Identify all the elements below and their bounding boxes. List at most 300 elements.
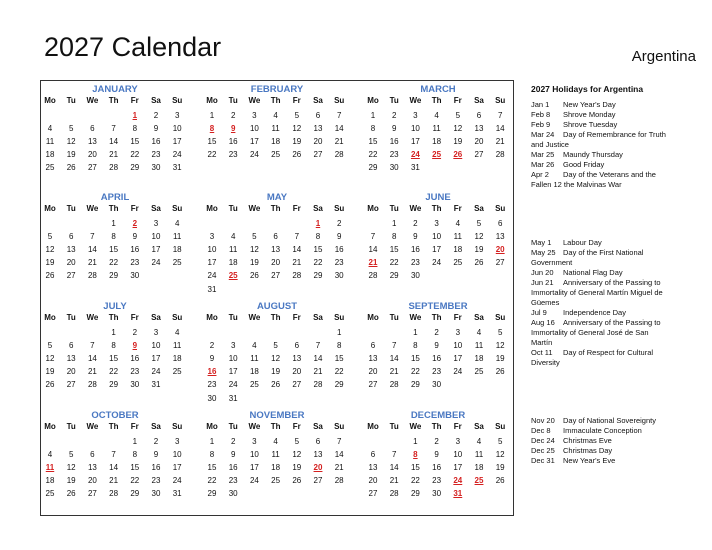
holiday-item bbox=[531, 416, 671, 426]
day-cell: 27 bbox=[87, 163, 97, 173]
day-cell: 4 bbox=[230, 232, 236, 242]
holiday-name: Christmas Eve bbox=[563, 436, 612, 445]
day-cell: 7 bbox=[315, 341, 321, 351]
month-name: JANUARY bbox=[92, 84, 138, 95]
weekday-header: We bbox=[409, 313, 422, 322]
day-cell: 16 bbox=[334, 245, 344, 255]
day-cell: 22 bbox=[109, 367, 119, 377]
day-cell: 27 bbox=[292, 380, 302, 390]
holiday-day-cell: 21 bbox=[368, 258, 378, 268]
month-name: OCTOBER bbox=[91, 410, 139, 421]
day-cell: 7 bbox=[370, 232, 376, 242]
weekday-header: Fr bbox=[130, 204, 139, 213]
day-cell: 29 bbox=[130, 489, 140, 499]
day-cell: 18 bbox=[45, 150, 55, 160]
holiday-day-cell: 16 bbox=[207, 367, 217, 377]
weekday-header: Th bbox=[270, 313, 281, 322]
day-cell: 11 bbox=[474, 341, 484, 351]
day-cell: 13 bbox=[66, 354, 76, 364]
day-cell: 22 bbox=[207, 150, 217, 160]
day-cell: 1 bbox=[132, 437, 138, 446]
day-cell: 14 bbox=[334, 124, 344, 134]
day-cell: 11 bbox=[250, 354, 259, 364]
day-cell: 18 bbox=[474, 463, 484, 473]
day-cell: 9 bbox=[230, 450, 236, 460]
weekday-header: We bbox=[248, 204, 261, 213]
day-cell: 5 bbox=[455, 111, 461, 120]
day-cell: 20 bbox=[66, 258, 76, 268]
holiday-date: Oct 11 bbox=[531, 348, 553, 357]
day-cell: 10 bbox=[410, 124, 420, 134]
day-cell: 26 bbox=[495, 367, 505, 377]
day-cell: 27 bbox=[368, 380, 378, 390]
day-cell: 18 bbox=[271, 463, 281, 473]
day-cell: 16 bbox=[228, 137, 238, 147]
weekday-header: Th bbox=[431, 422, 442, 431]
day-cell: 23 bbox=[432, 367, 442, 377]
day-cell: 24 bbox=[453, 367, 463, 377]
day-cell: 29 bbox=[109, 380, 119, 390]
holiday-day-cell: 31 bbox=[453, 489, 463, 499]
day-cell: 3 bbox=[252, 437, 257, 446]
holiday-name: Day of National Sovereignty bbox=[563, 416, 656, 425]
weekday-header: Mo bbox=[206, 96, 218, 105]
month-name: APRIL bbox=[100, 192, 130, 203]
day-cell: 15 bbox=[410, 354, 420, 364]
holiday-name: Anniversary of the Passing to Immortality of General José de San Martín bbox=[531, 318, 661, 347]
day-cell: 2 bbox=[434, 437, 439, 446]
holiday-item bbox=[531, 160, 671, 170]
day-cell: 20 bbox=[368, 367, 378, 377]
day-cell: 6 bbox=[90, 450, 95, 460]
day-cell: 25 bbox=[45, 489, 55, 499]
holiday-name: Maundy Thursday bbox=[563, 150, 623, 159]
day-cell: 27 bbox=[66, 380, 76, 390]
holiday-name: Good Friday bbox=[563, 160, 605, 169]
month-name: NOVEMBER bbox=[249, 410, 305, 421]
day-cell: 30 bbox=[151, 163, 161, 173]
day-cell: 21 bbox=[334, 137, 344, 147]
weekday-header: Su bbox=[334, 422, 345, 431]
day-cell: 15 bbox=[368, 137, 378, 147]
day-cell: 12 bbox=[474, 232, 484, 242]
day-cell: 28 bbox=[109, 163, 119, 173]
day-cell: 7 bbox=[90, 232, 95, 242]
day-cell: 5 bbox=[252, 232, 257, 242]
holiday-day-cell: 8 bbox=[413, 450, 418, 460]
day-cell: 27 bbox=[368, 489, 378, 499]
holiday-item bbox=[531, 318, 671, 348]
day-cell: 16 bbox=[130, 354, 140, 364]
day-cell: 9 bbox=[153, 450, 159, 460]
weekday-header: Th bbox=[108, 96, 119, 105]
day-cell: 24 bbox=[172, 150, 182, 160]
day-cell: 26 bbox=[249, 271, 259, 281]
day-cell: 8 bbox=[111, 232, 116, 242]
weekday-header: We bbox=[409, 204, 422, 213]
weekday-header: Fr bbox=[292, 313, 301, 322]
day-cell: 13 bbox=[87, 137, 97, 147]
day-cell: 19 bbox=[474, 245, 484, 255]
day-cell: 1 bbox=[391, 219, 397, 228]
holiday-item bbox=[531, 120, 671, 130]
day-cell: 9 bbox=[391, 124, 397, 134]
weekday-header: Sa bbox=[474, 422, 484, 431]
day-cell: 2 bbox=[132, 328, 138, 337]
day-cell: 2 bbox=[230, 437, 236, 446]
holiday-name: Labour Day bbox=[563, 238, 602, 247]
day-cell: 17 bbox=[453, 354, 463, 364]
day-cell: 10 bbox=[249, 450, 259, 460]
day-cell: 22 bbox=[389, 258, 399, 268]
weekday-header: Th bbox=[270, 422, 281, 431]
page-title: 2027 Calendar bbox=[44, 32, 222, 62]
month-name: FEBRUARY bbox=[250, 84, 304, 95]
day-cell: 20 bbox=[271, 258, 281, 268]
holiday-group bbox=[531, 238, 671, 368]
day-cell: 21 bbox=[389, 476, 399, 486]
weekday-header: Mo bbox=[44, 204, 56, 213]
weekday-header: We bbox=[248, 96, 261, 105]
holiday-date: Mar 24 bbox=[531, 130, 555, 139]
holiday-item bbox=[531, 426, 671, 436]
day-cell: 1 bbox=[209, 437, 215, 446]
day-cell: 26 bbox=[495, 476, 505, 486]
weekday-header: We bbox=[86, 204, 99, 213]
weekday-header: Su bbox=[495, 422, 506, 431]
day-cell: 18 bbox=[228, 258, 238, 268]
day-cell: 1 bbox=[111, 328, 116, 337]
holiday-date: Feb 9 bbox=[531, 120, 551, 129]
day-cell: 22 bbox=[313, 258, 323, 268]
day-cell: 19 bbox=[292, 137, 302, 147]
day-cell: 1 bbox=[336, 328, 342, 337]
day-cell: 29 bbox=[410, 489, 420, 499]
weekday-header: Th bbox=[431, 96, 442, 105]
day-cell: 24 bbox=[228, 380, 238, 390]
weekday-header: Fr bbox=[453, 313, 462, 322]
weekday-header: Mo bbox=[206, 204, 218, 213]
day-cell: 24 bbox=[151, 258, 161, 268]
day-cell: 28 bbox=[334, 150, 344, 160]
weekday-header: Sa bbox=[474, 313, 484, 322]
day-cell: 3 bbox=[153, 328, 159, 337]
day-cell: 24 bbox=[249, 150, 259, 160]
holiday-item bbox=[531, 308, 671, 318]
day-cell: 8 bbox=[370, 124, 376, 134]
day-cell: 11 bbox=[173, 341, 182, 351]
holiday-item bbox=[531, 248, 671, 268]
day-cell: 19 bbox=[292, 463, 302, 473]
weekday-header: Tu bbox=[389, 313, 399, 322]
day-cell: 19 bbox=[271, 367, 281, 377]
day-cell: 18 bbox=[474, 354, 484, 364]
day-cell: 13 bbox=[271, 245, 281, 255]
day-cell: 29 bbox=[334, 380, 344, 390]
day-cell: 22 bbox=[410, 476, 420, 486]
day-cell: 21 bbox=[87, 258, 97, 268]
day-cell: 8 bbox=[132, 124, 138, 134]
day-cell: 31 bbox=[151, 380, 161, 390]
day-cell: 4 bbox=[455, 219, 461, 228]
day-cell: 23 bbox=[410, 258, 420, 268]
day-cell: 14 bbox=[87, 245, 97, 255]
holiday-item bbox=[531, 268, 671, 278]
day-cell: 28 bbox=[389, 380, 399, 390]
weekday-header: Sa bbox=[151, 422, 161, 431]
weekday-header: We bbox=[248, 313, 261, 322]
holiday-date: Jun 20 bbox=[531, 268, 554, 277]
day-cell: 2 bbox=[230, 111, 236, 120]
holiday-date: Mar 26 bbox=[531, 160, 555, 169]
holiday-date: Dec 25 bbox=[531, 446, 555, 455]
day-cell: 14 bbox=[313, 354, 323, 364]
day-cell: 23 bbox=[389, 150, 399, 160]
weekday-header: Tu bbox=[228, 204, 238, 213]
holiday-item bbox=[531, 446, 671, 456]
day-cell: 11 bbox=[453, 232, 462, 242]
holiday-day-cell: 25 bbox=[432, 150, 442, 160]
day-cell: 10 bbox=[151, 341, 161, 351]
day-cell: 30 bbox=[207, 393, 217, 403]
holiday-item bbox=[531, 100, 671, 110]
weekday-header: We bbox=[86, 96, 99, 105]
day-cell: 2 bbox=[413, 219, 418, 228]
weekday-header: Fr bbox=[292, 204, 301, 213]
day-cell: 1 bbox=[413, 328, 418, 337]
day-cell: 12 bbox=[45, 354, 55, 364]
day-cell: 10 bbox=[453, 341, 463, 351]
day-cell: 7 bbox=[497, 111, 503, 120]
weekday-header: Th bbox=[108, 313, 119, 322]
day-cell: 12 bbox=[495, 450, 505, 460]
holiday-day-cell: 2 bbox=[132, 219, 138, 228]
day-cell: 26 bbox=[474, 258, 484, 268]
holiday-name: New Year's Eve bbox=[563, 456, 616, 465]
day-cell: 5 bbox=[497, 437, 503, 446]
day-cell: 1 bbox=[370, 111, 376, 120]
day-cell: 26 bbox=[66, 163, 76, 173]
day-cell: 11 bbox=[432, 124, 441, 134]
day-cell: 3 bbox=[413, 111, 418, 120]
day-cell: 17 bbox=[453, 463, 463, 473]
day-cell: 21 bbox=[292, 258, 302, 268]
day-cell: 7 bbox=[391, 341, 397, 351]
day-cell: 25 bbox=[271, 476, 281, 486]
weekday-header: Tu bbox=[389, 422, 399, 431]
day-cell: 14 bbox=[495, 124, 505, 134]
month-name: SEPTEMBER bbox=[408, 301, 468, 312]
day-cell: 19 bbox=[495, 463, 505, 473]
day-cell: 17 bbox=[432, 245, 442, 255]
weekday-header: Su bbox=[334, 96, 345, 105]
day-cell: 31 bbox=[410, 163, 420, 173]
holiday-date: May 25 bbox=[531, 248, 556, 257]
day-cell: 21 bbox=[109, 476, 119, 486]
day-cell: 12 bbox=[453, 124, 463, 134]
weekday-header: Fr bbox=[453, 422, 462, 431]
day-cell: 12 bbox=[66, 137, 76, 147]
country-label: Argentina bbox=[631, 48, 696, 65]
day-cell: 5 bbox=[68, 450, 74, 460]
day-cell: 17 bbox=[249, 137, 259, 147]
day-cell: 27 bbox=[495, 258, 505, 268]
weekday-header: Fr bbox=[453, 204, 462, 213]
day-cell: 3 bbox=[174, 437, 180, 446]
weekday-header: Sa bbox=[151, 313, 161, 322]
day-cell: 3 bbox=[252, 111, 257, 120]
day-cell: 2 bbox=[434, 328, 439, 337]
day-cell: 4 bbox=[47, 450, 53, 460]
holiday-day-cell: 24 bbox=[410, 150, 420, 160]
day-cell: 30 bbox=[130, 380, 140, 390]
weekday-header: Su bbox=[172, 313, 183, 322]
holiday-name: Shrove Tuesday bbox=[563, 120, 618, 129]
weekday-header: Su bbox=[495, 313, 506, 322]
day-cell: 9 bbox=[434, 341, 439, 351]
day-cell: 11 bbox=[173, 232, 182, 242]
holiday-name: Day of the First National Government bbox=[531, 248, 644, 267]
weekday-header: Th bbox=[431, 204, 442, 213]
day-cell: 17 bbox=[410, 137, 420, 147]
day-cell: 23 bbox=[130, 367, 140, 377]
day-cell: 7 bbox=[111, 450, 116, 460]
holiday-group bbox=[531, 416, 671, 466]
day-cell: 31 bbox=[172, 489, 182, 499]
day-cell: 20 bbox=[292, 367, 302, 377]
day-cell: 1 bbox=[413, 437, 418, 446]
day-cell: 1 bbox=[209, 111, 215, 120]
day-cell: 27 bbox=[271, 271, 281, 281]
day-cell: 19 bbox=[45, 367, 55, 377]
day-cell: 18 bbox=[249, 367, 259, 377]
day-cell: 4 bbox=[273, 111, 278, 120]
day-cell: 10 bbox=[207, 245, 217, 255]
day-cell: 24 bbox=[151, 367, 161, 377]
weekday-header: Su bbox=[172, 96, 183, 105]
day-cell: 15 bbox=[410, 463, 420, 473]
weekday-header: Th bbox=[108, 422, 119, 431]
holiday-item bbox=[531, 436, 671, 446]
day-cell: 28 bbox=[368, 271, 378, 281]
day-cell: 20 bbox=[66, 367, 76, 377]
day-cell: 1 bbox=[111, 219, 116, 228]
day-cell: 6 bbox=[273, 232, 278, 242]
month-name: MAY bbox=[266, 192, 288, 203]
day-cell: 2 bbox=[153, 111, 159, 120]
day-cell: 25 bbox=[453, 258, 463, 268]
day-cell: 25 bbox=[474, 367, 484, 377]
day-cell: 5 bbox=[68, 124, 74, 134]
day-cell: 26 bbox=[45, 380, 55, 390]
weekday-header: Fr bbox=[130, 313, 139, 322]
weekday-header: Fr bbox=[453, 96, 462, 105]
day-cell: 2 bbox=[209, 341, 215, 351]
day-cell: 24 bbox=[432, 258, 442, 268]
day-cell: 26 bbox=[271, 380, 281, 390]
holiday-day-cell: 25 bbox=[228, 271, 238, 281]
holiday-day-cell: 26 bbox=[453, 150, 463, 160]
day-cell: 19 bbox=[45, 258, 55, 268]
holiday-name: Day of the Veterans and the Fallen 12 the Malvinas War bbox=[531, 170, 656, 189]
day-cell: 30 bbox=[130, 271, 140, 281]
weekday-header: Mo bbox=[44, 313, 56, 322]
day-cell: 21 bbox=[389, 367, 399, 377]
day-cell: 8 bbox=[315, 232, 321, 242]
day-cell: 12 bbox=[495, 341, 505, 351]
day-cell: 29 bbox=[109, 271, 119, 281]
holiday-name: Shrove Monday bbox=[563, 110, 616, 119]
day-cell: 12 bbox=[45, 245, 55, 255]
day-cell: 3 bbox=[434, 219, 439, 228]
day-cell: 20 bbox=[313, 137, 323, 147]
holiday-item bbox=[531, 110, 671, 120]
holiday-day-cell: 20 bbox=[313, 463, 323, 473]
holiday-date: Jan 1 bbox=[531, 100, 550, 109]
day-cell: 9 bbox=[153, 124, 159, 134]
weekday-header: Su bbox=[495, 96, 506, 105]
weekday-header: Tu bbox=[228, 313, 238, 322]
weekday-header: Mo bbox=[206, 313, 218, 322]
day-cell: 10 bbox=[172, 450, 182, 460]
day-cell: 13 bbox=[474, 124, 484, 134]
day-cell: 10 bbox=[249, 124, 259, 134]
day-cell: 27 bbox=[313, 476, 323, 486]
day-cell: 29 bbox=[207, 489, 217, 499]
day-cell: 26 bbox=[292, 150, 302, 160]
day-cell: 8 bbox=[209, 450, 215, 460]
day-cell: 21 bbox=[313, 367, 323, 377]
day-cell: 7 bbox=[336, 111, 342, 120]
day-cell: 13 bbox=[292, 354, 302, 364]
month-name: AUGUST bbox=[256, 301, 298, 312]
day-cell: 5 bbox=[47, 341, 53, 351]
holiday-name: Immaculate Conception bbox=[563, 426, 642, 435]
holiday-item bbox=[531, 130, 671, 150]
day-cell: 23 bbox=[151, 476, 161, 486]
day-cell: 13 bbox=[368, 463, 378, 473]
day-cell: 2 bbox=[336, 219, 342, 228]
day-cell: 15 bbox=[334, 354, 344, 364]
weekday-header: Tu bbox=[228, 422, 238, 431]
day-cell: 17 bbox=[249, 463, 259, 473]
day-cell: 28 bbox=[109, 489, 119, 499]
day-cell: 18 bbox=[271, 137, 281, 147]
weekday-header: Sa bbox=[313, 96, 323, 105]
day-cell: 28 bbox=[334, 476, 344, 486]
weekday-header: Th bbox=[270, 204, 281, 213]
day-cell: 30 bbox=[432, 380, 442, 390]
day-cell: 29 bbox=[368, 163, 378, 173]
day-cell: 15 bbox=[130, 463, 140, 473]
day-cell: 22 bbox=[334, 367, 344, 377]
day-cell: 28 bbox=[313, 380, 323, 390]
day-cell: 30 bbox=[432, 489, 442, 499]
day-cell: 4 bbox=[476, 437, 482, 446]
weekday-header: Tu bbox=[228, 96, 238, 105]
weekday-header: Tu bbox=[389, 204, 399, 213]
day-cell: 9 bbox=[336, 232, 342, 242]
day-cell: 29 bbox=[313, 271, 323, 281]
weekday-header: Fr bbox=[130, 422, 139, 431]
weekday-header: Mo bbox=[367, 313, 379, 322]
day-cell: 27 bbox=[313, 150, 323, 160]
holiday-day-cell: 9 bbox=[230, 124, 236, 134]
day-cell: 16 bbox=[151, 463, 161, 473]
day-cell: 4 bbox=[47, 124, 53, 134]
day-cell: 7 bbox=[336, 437, 342, 446]
month-name: JUNE bbox=[425, 192, 451, 203]
